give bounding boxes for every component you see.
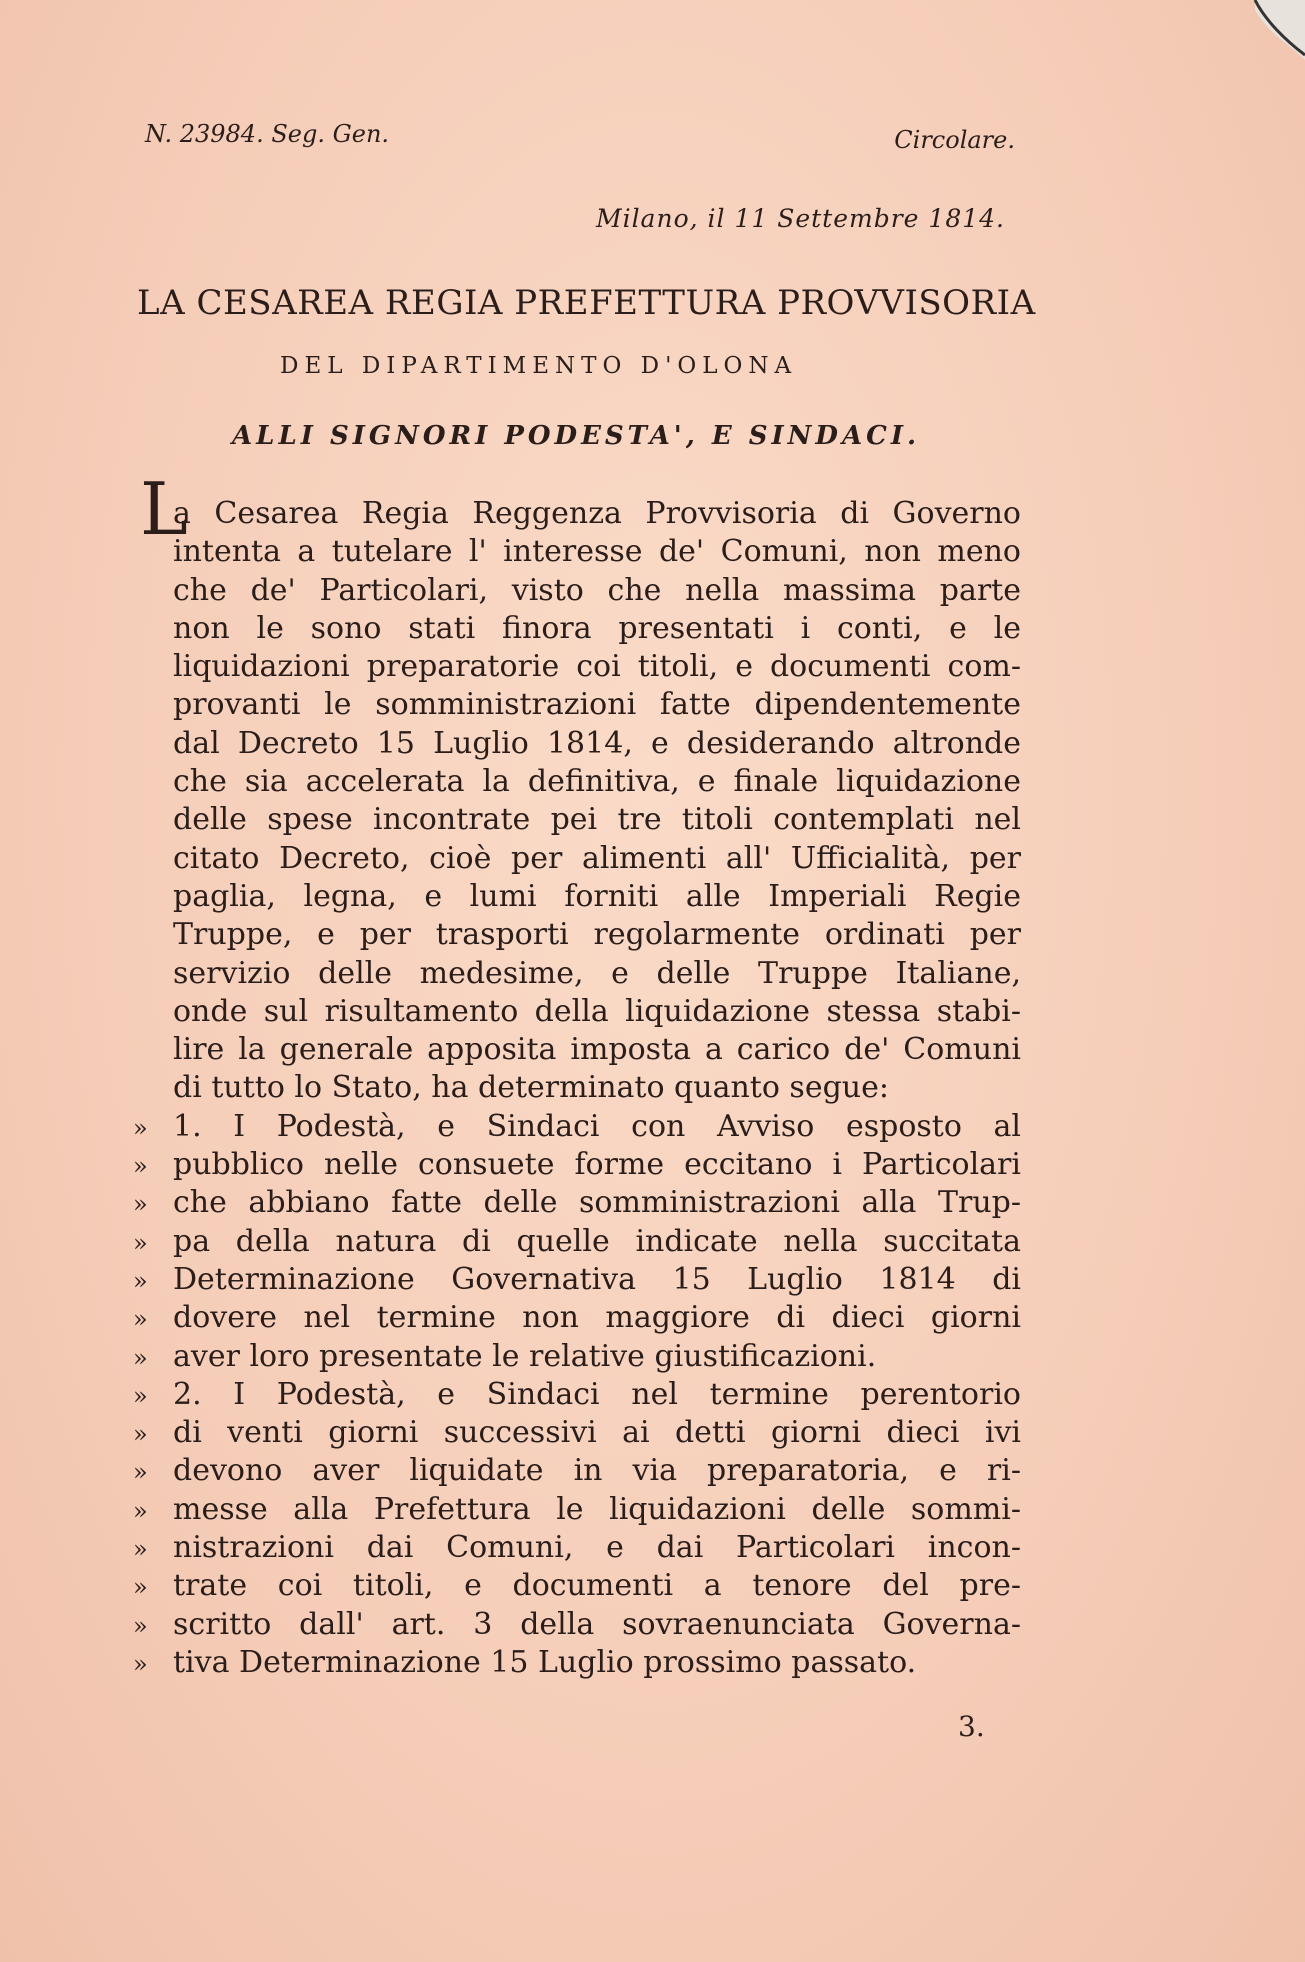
authority-title: LA CESAREA REGIA PREFETTURA PROVVISORIA [137,283,1036,323]
quote-mark: » [133,1496,148,1525]
article-2-line: » tiva Determinazione 15 Luglio prossimo passato. [173,1644,1021,1682]
text-line: Truppe, e per trasporti regolarmente ordinati per [173,917,1021,953]
text-line: dal Decreto 15 Luglio 1814, e desiderando altronde [173,725,1021,761]
quote-mark: » [133,1343,148,1372]
body-text [133,495,1021,1682]
text-line: provanti le somministrazioni fatte dipendentemente [173,687,1021,723]
text-line: che de' Particolari, visto che nella massima parte [173,572,1021,608]
text-line: non le sono stati finora presentati i conti, e le [173,610,1021,646]
article-2-line: » messe alla Prefettura le liquidazioni delle sommi- [173,1491,1021,1529]
text-line: a Cesarea Regia Reggenza Provvisoria di Governo [173,496,1021,531]
quote-mark: » [133,1305,148,1334]
text-line: paglia, legna, e lumi forniti alle Imperiali Regie [173,878,1021,914]
article-2-line: » trate coi titoli, e documenti a tenore del pre- [173,1567,1021,1605]
quote-mark: » [133,1113,148,1142]
article-2-line: » 2. I Podestà, e Sindaci nel termine perentorio [173,1376,1021,1414]
quote-mark: » [133,1266,148,1295]
dateline: Milano, il 11 Settembre 1814. [595,204,1005,233]
document-type: Circolare. [894,126,1015,154]
article-1-line: » 1. I Podestà, e Sindaci con Avviso esposto al [173,1108,1021,1146]
quote-mark: » [133,1611,148,1640]
article-2-line: » scritto dall' art. 3 della sovraenunciata Governa- [173,1606,1021,1644]
quote-mark: » [133,1190,148,1219]
text-line: citato Decreto, cioè per alimenti all' Ufficialità, per [173,840,1021,876]
addressee-title: ALLI SIGNORI PODESTA', E SINDACI. [232,421,921,451]
article-1-line: » aver loro presentate le relative giustificazioni. [173,1338,1021,1376]
quote-mark: » [133,1228,148,1257]
text-line: intenta a tutelare l' interesse de' Comuni, non meno [173,534,1021,570]
text-line: servizio delle medesime, e delle Truppe Italiane, [173,955,1021,991]
drop-cap: L [140,467,188,551]
catchword: 3. [958,1710,985,1743]
article-1-line: » dovere nel termine non maggiore di dieci giorni [173,1299,1021,1337]
quote-mark: » [133,1152,148,1181]
text-line: di tutto lo Stato, ha determinato quanto segue: [173,1070,889,1106]
article-2-line: » nistrazioni dai Comuni, e dai Particolari incon- [173,1529,1021,1567]
article-1-line: » che abbiano fatte delle somministrazioni alla Trup- [173,1184,1021,1222]
article-1-line: » pa della natura di quelle indicate nella succitata [173,1223,1021,1261]
quote-mark: » [133,1649,148,1678]
quote-mark: » [133,1535,148,1564]
article-1-line: » Determinazione Governativa 15 Luglio 1814 di [173,1261,1021,1299]
text-line: lire la generale apposita imposta a carico de' Comuni [173,1032,1021,1068]
document-number: N. 23984. Seg. Gen. [145,120,390,148]
quote-mark: » [133,1381,148,1410]
quote-mark: » [133,1458,148,1487]
text-line: onde sul risultamento della liquidazione stessa stabi- [173,993,1021,1029]
article-1-line: » pubblico nelle consuete forme eccitano i Particolari [173,1146,1021,1184]
quote-mark: » [133,1573,148,1602]
article-2-line: » di venti giorni successivi ai detti giorni dieci ivi [173,1414,1021,1452]
text-line: delle spese incontrate pei tre titoli contemplati nel [173,802,1021,838]
text-line: liquidazioni preparatorie coi titoli, e documenti com- [173,649,1021,685]
department-title: DEL DIPARTIMENTO D'OLONA [280,353,798,379]
torn-corner-icon [1235,0,1305,70]
text-line: che sia accelerata la definitiva, e finale liquidazione [173,764,1021,800]
article-2-line: » devono aver liquidate in via preparatoria, e ri- [173,1452,1021,1490]
quote-mark: » [133,1420,148,1449]
